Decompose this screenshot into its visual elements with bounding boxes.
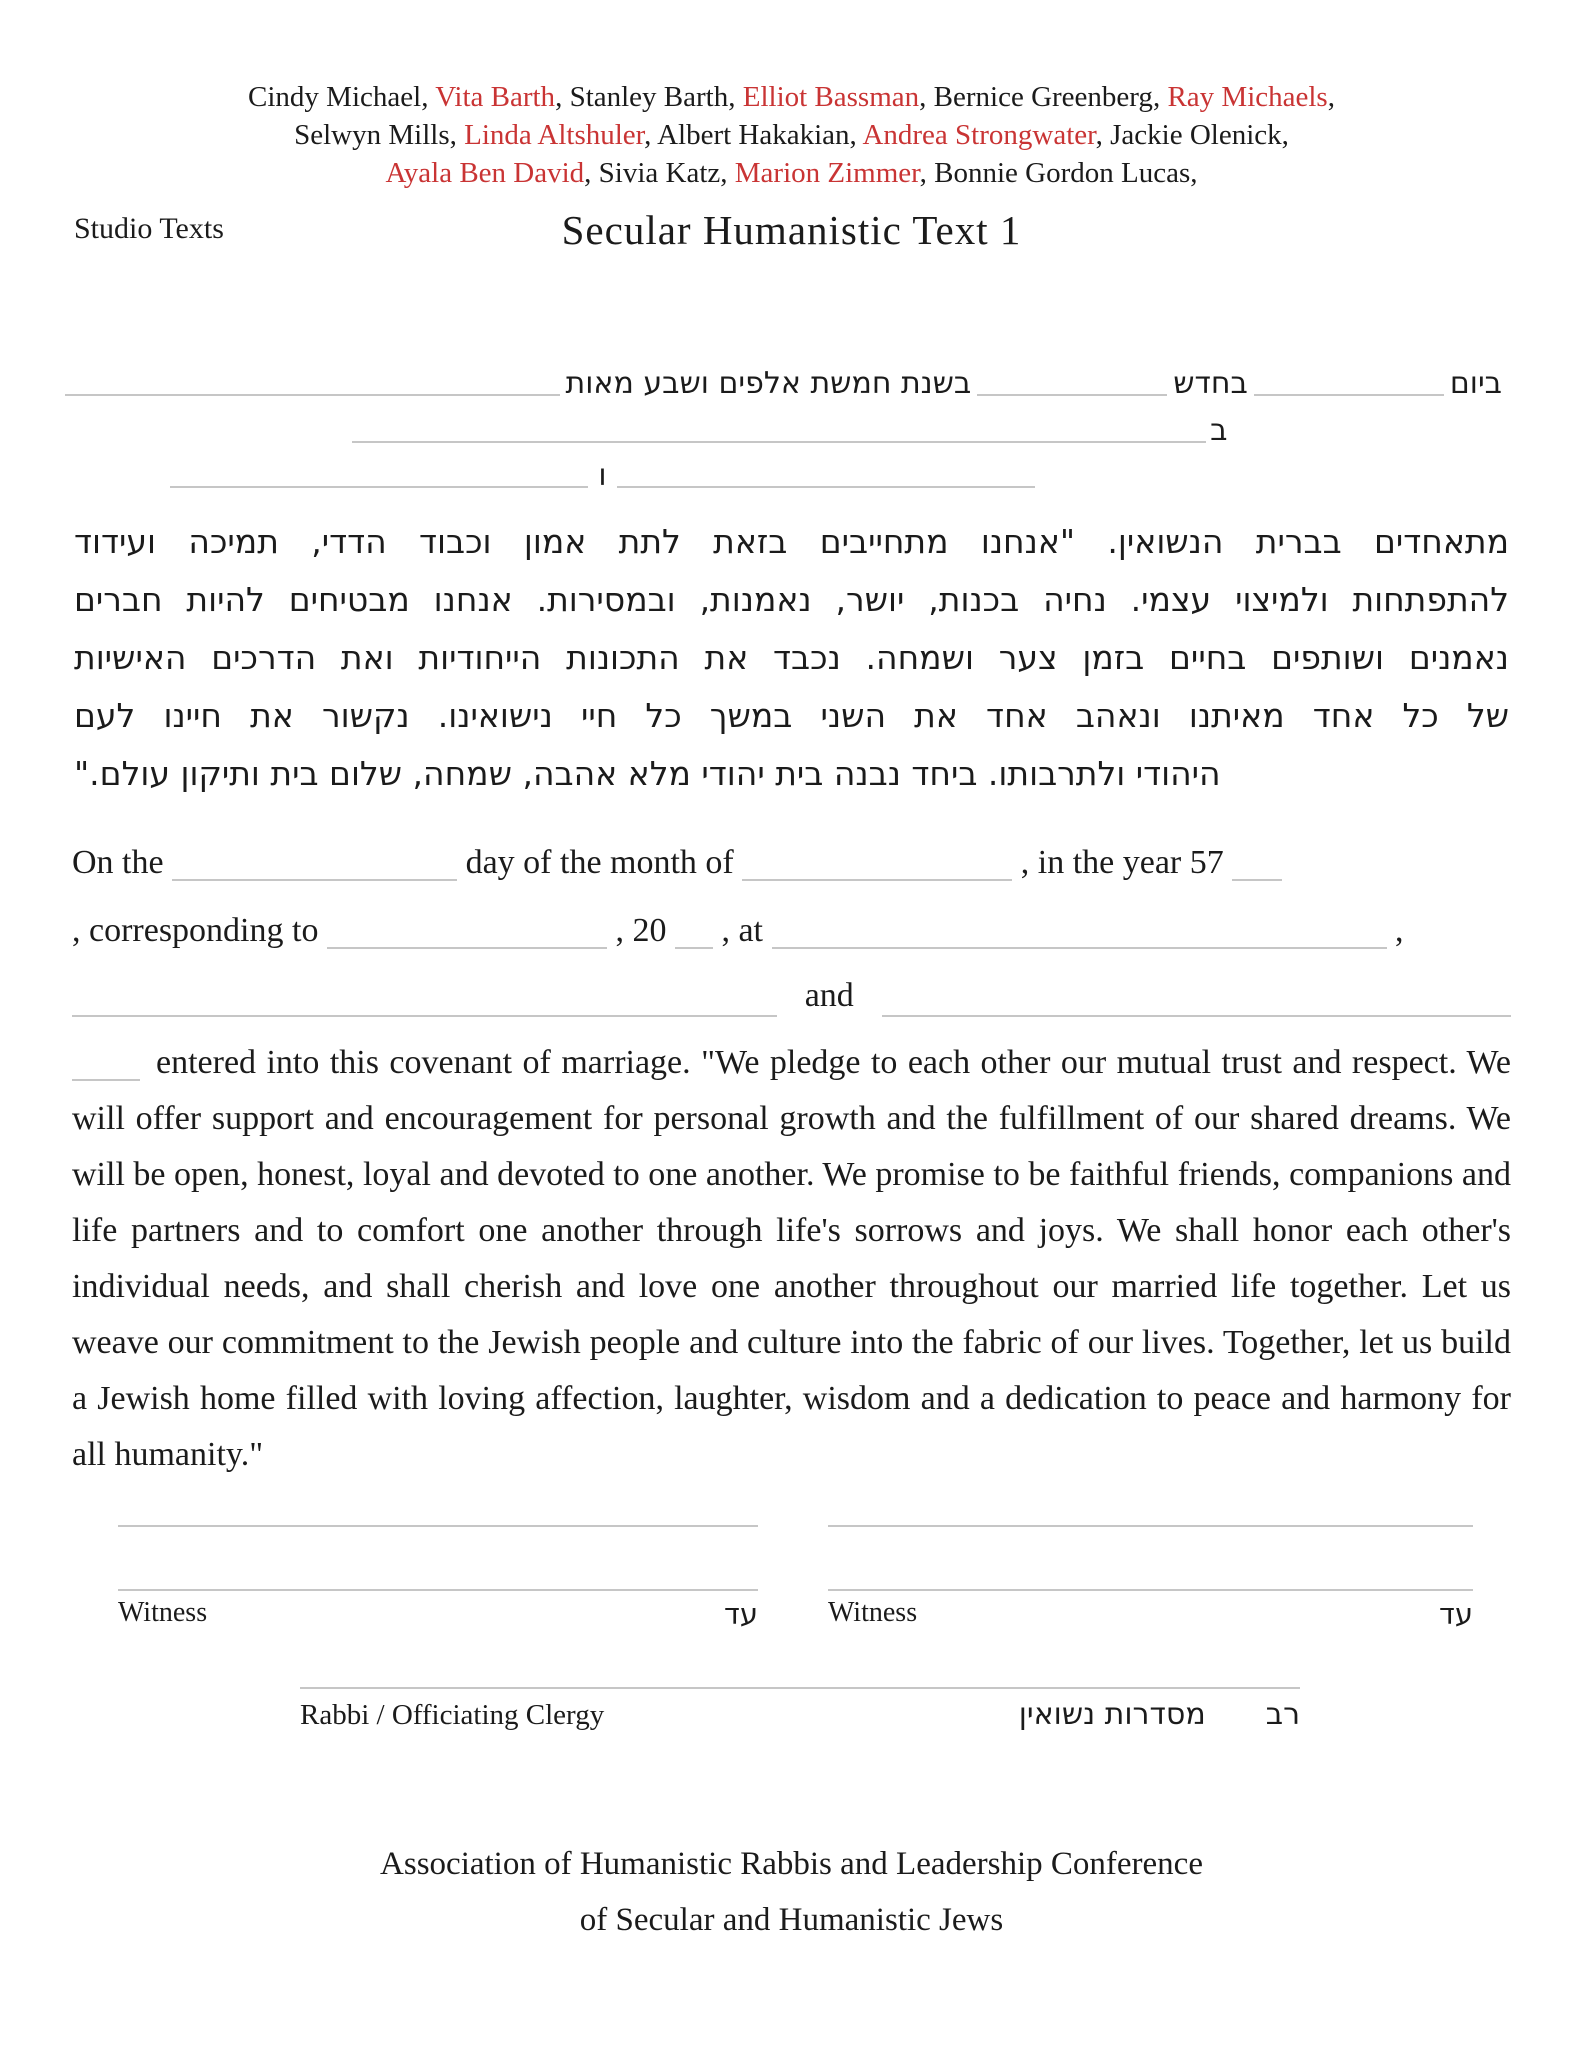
studio-label: Studio Texts [74, 212, 224, 245]
name-separator: , [584, 157, 599, 189]
signature-line [300, 1687, 1300, 1689]
artist-names-line-3 [0, 154, 1583, 192]
artist-name: Marion Zimmer [734, 157, 920, 189]
hebrew-paragraph-line: היהודי ולתרבותו. ביחד נבנה בית יהודי מלא אהבה, שמחה, שלום בית ותיקון עולם." [74, 754, 1221, 793]
partner-two-name-blank [882, 1015, 1511, 1017]
witness-labels [828, 1597, 1473, 1631]
hebrew-year-blank [65, 394, 560, 396]
footer-attribution [0, 1836, 1583, 1948]
name-separator: , [720, 157, 735, 189]
english-vows-paragraph [72, 1035, 1511, 1483]
text-at: , at [721, 912, 763, 949]
hebrew-word-in-year: בשנת חמשת אלפים ושבע מאות [565, 366, 972, 401]
witness-left-block [118, 1525, 758, 1631]
hebrew-couple-line [170, 458, 1035, 493]
rabbi-labels [300, 1697, 1300, 1732]
place-blank [772, 937, 1387, 949]
artist-name: Ray Michaels [1167, 81, 1328, 113]
header-row [0, 198, 1583, 262]
english-paragraph-text: entered into this covenant of marriage. "We pledge to each other our mutual trust and respect. We will offer support and encouragement for personal growth and the fulfillment of our shared dreams. We will be open, honest, loyal and devoted to one another. We promise to be faithful friends, companions and life partners and to comfort one another through life's sorrows and joys. We shall honor each other's individual needs, and shall cherish and love one another throughout our married life together. Let us weave our commitment to the Jewish people and culture into the fabric of our lives. Together, let us build a Jewish home filled with loving affection, laughter, wisdom and a dedication to peace and harmony for all humanity." [72, 1044, 1511, 1473]
month-blank [742, 869, 1012, 881]
hebrew-year-digits-blank [1232, 869, 1282, 881]
officiant-label-hebrew: מסדרות נשואין [1018, 1697, 1206, 1732]
rabbi-signature-block [300, 1687, 1300, 1732]
artist-name: Selwyn Mills [294, 119, 450, 151]
witness-label-english: Witness [828, 1597, 918, 1628]
artist-name: Bernice Greenberg [933, 81, 1153, 113]
text-20: , 20 [615, 912, 667, 949]
artist-name: Sivia Katz [598, 157, 721, 189]
name-separator: , [1190, 157, 1198, 189]
witness-labels [118, 1597, 758, 1631]
hebrew-month-blank [977, 394, 1167, 396]
artist-name: Jackie Olenick [1110, 119, 1282, 151]
footer-line-2: of Secular and Humanistic Jews [579, 1902, 1004, 1938]
hebrew-conjunction-vav: ו [598, 458, 607, 493]
hebrew-name-blank-left [170, 486, 588, 488]
hebrew-word-on-day: ביום [1449, 366, 1502, 401]
english-date-section [72, 829, 1511, 965]
text-trailing-comma: , [1395, 912, 1404, 949]
name-separator: , [644, 119, 658, 151]
text-and: and [804, 977, 854, 1014]
footer-line-1: Association of Humanistic Rabbis and Leadership Conference [380, 1846, 1203, 1882]
civil-year-digits-blank [675, 937, 713, 949]
artist-name: Bonnie Gordon Lucas [934, 157, 1191, 189]
rav-label-hebrew: רב [1265, 1697, 1300, 1732]
text-corresponding-to: , corresponding to [72, 912, 319, 949]
artist-names-line-2 [0, 116, 1583, 154]
civil-date-blank [327, 937, 607, 949]
artist-names-line-1 [0, 78, 1583, 116]
artist-name: Ayala Ben David [385, 157, 585, 189]
text-day-of-month: day of the month of [465, 844, 734, 881]
hebrew-paragraph-line: נאמנים ושותפים בחיים בזמן צער ושמחה. נכבד את התכונות הייחודיות ואת הדרכים האישיות [74, 638, 1509, 677]
signature-line [118, 1589, 758, 1591]
artist-name: Cindy Michael [248, 81, 422, 113]
name-separator: , [421, 81, 436, 113]
hebrew-word-in-month: בחדש [1173, 366, 1248, 401]
hebrew-paragraph-line: של כל אחד מאיתנו ונאהב אחד את השני במשך כל חיי נישואינו. נקשור את חיינו לעם [74, 696, 1509, 735]
artist-name: Albert Hakakian [657, 119, 850, 151]
hebrew-paragraph-line: להתפתחות ולמיצוי עצמי. נחיה בכנות, יושר, נאמנות, ובמסירות. אנחנו מבטיחים להיות חברים [74, 580, 1509, 619]
text-on-the: On the [72, 844, 164, 881]
rabbi-label-english: Rabbi / Officiating Clergy [300, 1699, 605, 1731]
couple-names-line [72, 965, 1511, 1027]
witness-label-english: Witness [118, 1597, 208, 1628]
name-separator: , [1327, 81, 1335, 113]
partner-one-name-blank [72, 1015, 777, 1017]
hebrew-date-line [65, 366, 1508, 401]
witness-label-hebrew: עד [724, 1597, 758, 1631]
name-separator: , [1152, 81, 1168, 113]
artist-name: Andrea Strongwater [862, 119, 1096, 151]
witness-section [118, 1525, 1473, 1631]
hebrew-location-line [352, 413, 1232, 448]
name-separator: , [849, 119, 863, 151]
english-date-line-2 [72, 897, 1511, 965]
name-separator: , [919, 157, 935, 189]
english-date-line-1 [72, 829, 1511, 897]
signature-line [828, 1589, 1473, 1591]
hebrew-name-blank-right [617, 486, 1035, 488]
name-separator: , [919, 81, 934, 113]
artist-name: Stanley Barth [569, 81, 729, 113]
artist-name: Elliot Bassman [742, 81, 920, 113]
artist-name: Linda Altshuler [464, 119, 645, 151]
witness-right-block [828, 1525, 1473, 1631]
artist-name: Vita Barth [435, 81, 556, 113]
signature-line [828, 1525, 1473, 1527]
hebrew-location-blank [352, 441, 1207, 443]
pronoun-blank [72, 1069, 140, 1081]
hebrew-day-blank [1254, 394, 1444, 396]
signature-line [118, 1525, 758, 1527]
day-blank [172, 869, 457, 881]
name-separator: , [1281, 119, 1289, 151]
rabbi-labels-hebrew [1019, 1697, 1300, 1732]
witness-label-hebrew: עד [1439, 1597, 1473, 1631]
hebrew-vows-paragraph [74, 513, 1509, 803]
name-separator: , [728, 81, 743, 113]
name-separator: , [1095, 119, 1111, 151]
name-separator: , [449, 119, 465, 151]
name-separator: , [555, 81, 570, 113]
hebrew-prefix-bet: ב [1210, 413, 1228, 448]
text-in-the-year: , in the year 57 [1020, 844, 1224, 881]
hebrew-paragraph-line: מתאחדים בברית הנשואין. "אנחנו מתחייבים בזאת לתת אמון וכבוד הדדי, תמיכה ועידוד [74, 522, 1509, 561]
page-title: Secular Humanistic Text 1 [561, 207, 1022, 253]
